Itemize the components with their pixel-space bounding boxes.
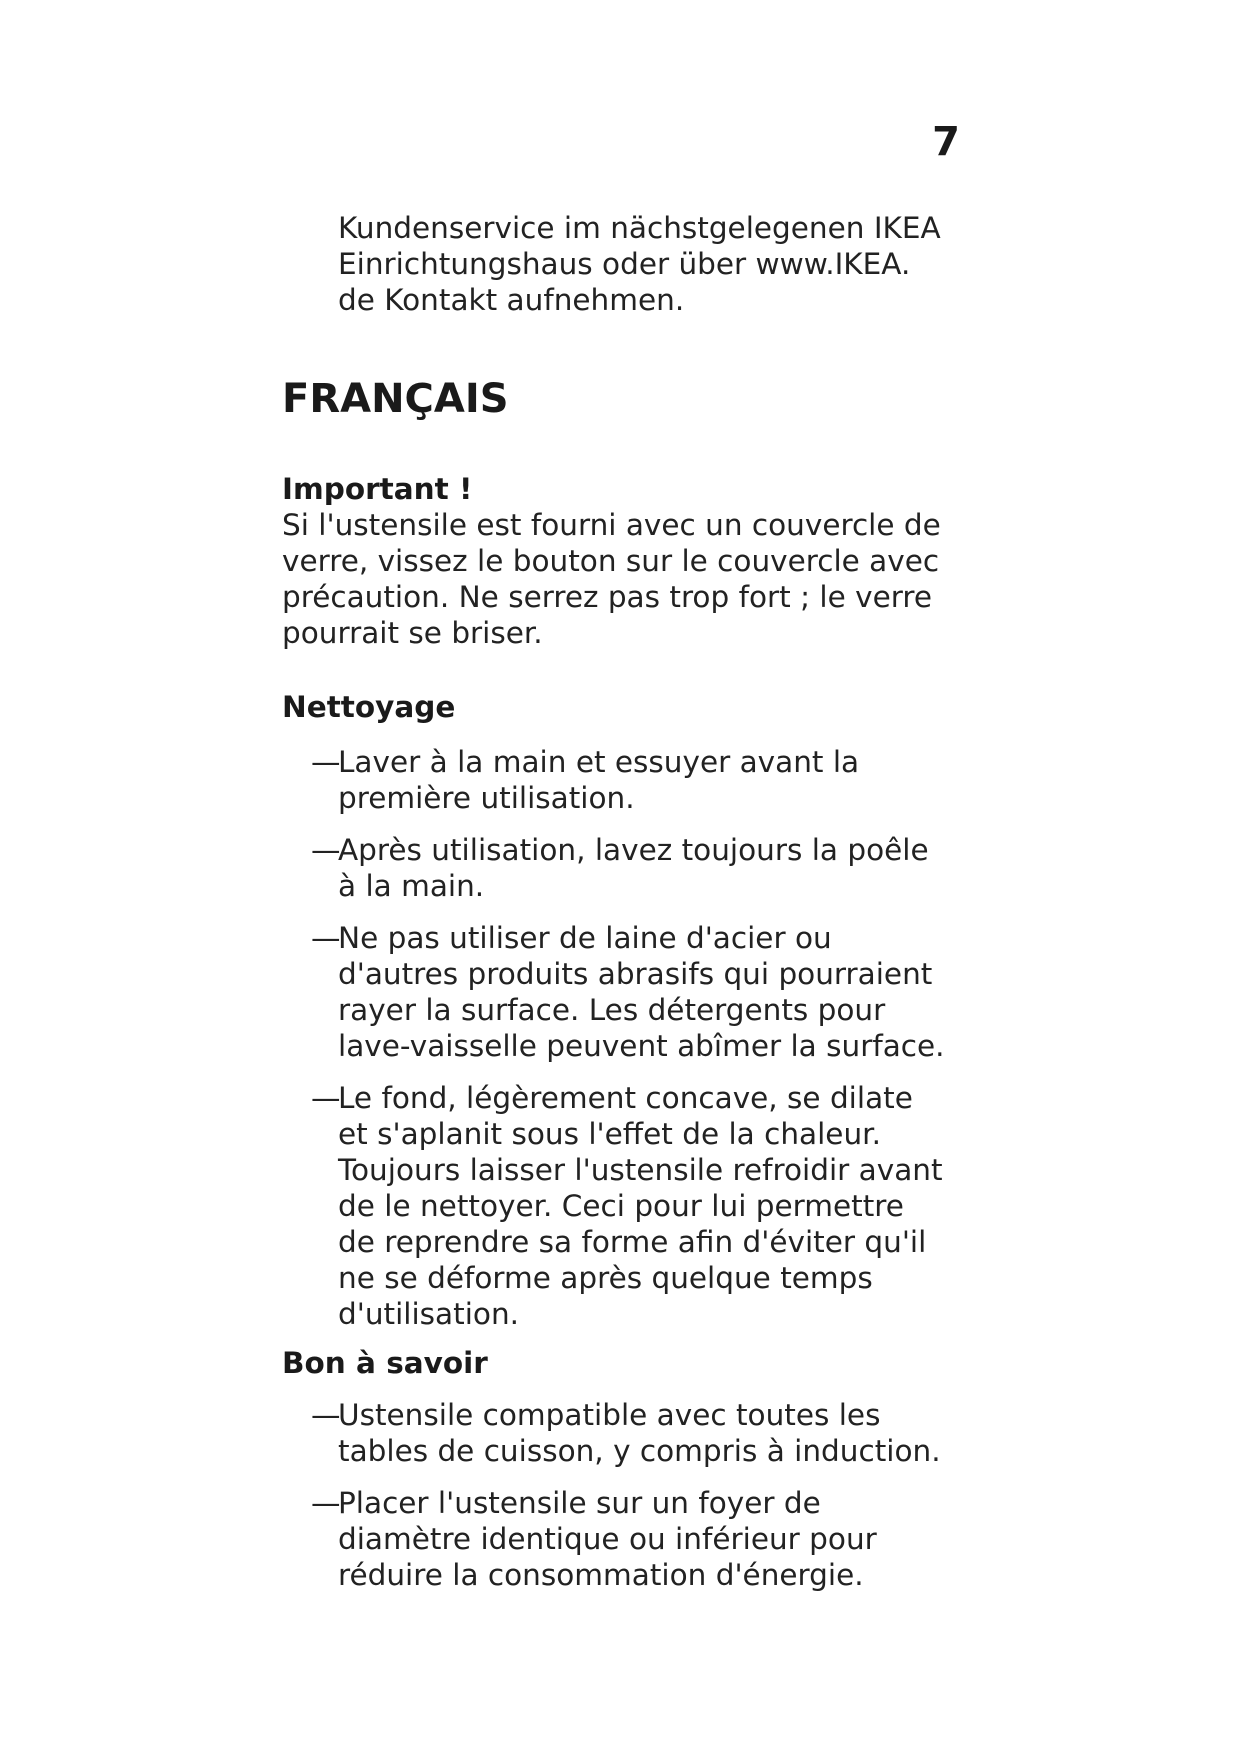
text-line: Einrichtungshaus oder über www.IKEA. bbox=[338, 247, 911, 281]
dash-bullet: — bbox=[311, 745, 341, 779]
dash-bullet: — bbox=[311, 833, 341, 867]
text-line: première utilisation. bbox=[338, 781, 635, 815]
cleaning-list bbox=[282, 744, 982, 1332]
text-line: Si l'ustensile est fourni avec un couvercle de bbox=[282, 508, 941, 542]
text-line: Laver à la main et essuyer avant la bbox=[338, 745, 860, 779]
list-item bbox=[311, 832, 982, 904]
list-item bbox=[311, 744, 982, 816]
text-line: Ne pas utiliser de laine d'acier ou bbox=[338, 921, 832, 955]
list-item bbox=[311, 1080, 982, 1332]
text-line: rayer la surface. Les détergents pour bbox=[338, 993, 886, 1027]
text-line: Après utilisation, lavez toujours la poêle bbox=[338, 833, 929, 867]
text-line: tables de cuisson, y compris à induction. bbox=[338, 1434, 941, 1468]
text-line: précaution. Ne serrez pas trop fort ; le verre bbox=[282, 580, 932, 614]
dash-bullet: — bbox=[311, 1486, 341, 1520]
text-line: et s'aplanit sous l'effet de la chaleur. bbox=[338, 1117, 881, 1151]
important-heading: Important ! bbox=[282, 472, 473, 506]
text-line: Toujours laisser l'ustensile refroidir avant bbox=[338, 1153, 943, 1187]
text-line: Le fond, légèrement concave, se dilate bbox=[338, 1081, 913, 1115]
list-item bbox=[311, 920, 982, 1064]
text-line: pourrait se briser. bbox=[282, 616, 543, 650]
text-line: à la main. bbox=[338, 869, 485, 903]
cleaning-heading: Nettoyage bbox=[282, 690, 456, 724]
dash-bullet: — bbox=[311, 1398, 341, 1432]
text-line: d'utilisation. bbox=[338, 1297, 520, 1331]
page-number: 7 bbox=[932, 119, 960, 165]
text-line: ne se déforme après quelque temps bbox=[338, 1261, 873, 1295]
text-line: d'autres produits abrasifs qui pourraient bbox=[338, 957, 933, 991]
text-line: de le nettoyer. Ceci pour lui permettre bbox=[338, 1189, 904, 1223]
list-item bbox=[311, 1397, 982, 1469]
german-continuation-text bbox=[338, 210, 982, 318]
dash-bullet: — bbox=[311, 921, 341, 955]
text-line: Kundenservice im nächstgelegenen IKEA bbox=[338, 211, 941, 245]
good-to-know-list bbox=[282, 1397, 982, 1593]
page-content bbox=[282, 210, 982, 1593]
text-line: de reprendre sa forme afin d'éviter qu'il bbox=[338, 1225, 927, 1259]
dash-bullet: — bbox=[311, 1081, 341, 1115]
text-line: Placer l'ustensile sur un foyer de bbox=[338, 1486, 821, 1520]
text-line: verre, vissez le bouton sur le couvercle avec bbox=[282, 544, 940, 578]
text-line: diamètre identique ou inférieur pour bbox=[338, 1522, 877, 1556]
good-to-know-heading: Bon à savoir bbox=[282, 1346, 488, 1380]
text-line: lave-vaisselle peuvent abîmer la surface. bbox=[338, 1029, 945, 1063]
text-line: réduire la consommation d'énergie. bbox=[338, 1558, 864, 1592]
text-line: de Kontakt aufnehmen. bbox=[338, 283, 685, 317]
list-item bbox=[311, 1485, 982, 1593]
text-line: Ustensile compatible avec toutes les bbox=[338, 1398, 881, 1432]
important-paragraph bbox=[282, 507, 982, 651]
language-heading: FRANÇAIS bbox=[282, 376, 509, 422]
